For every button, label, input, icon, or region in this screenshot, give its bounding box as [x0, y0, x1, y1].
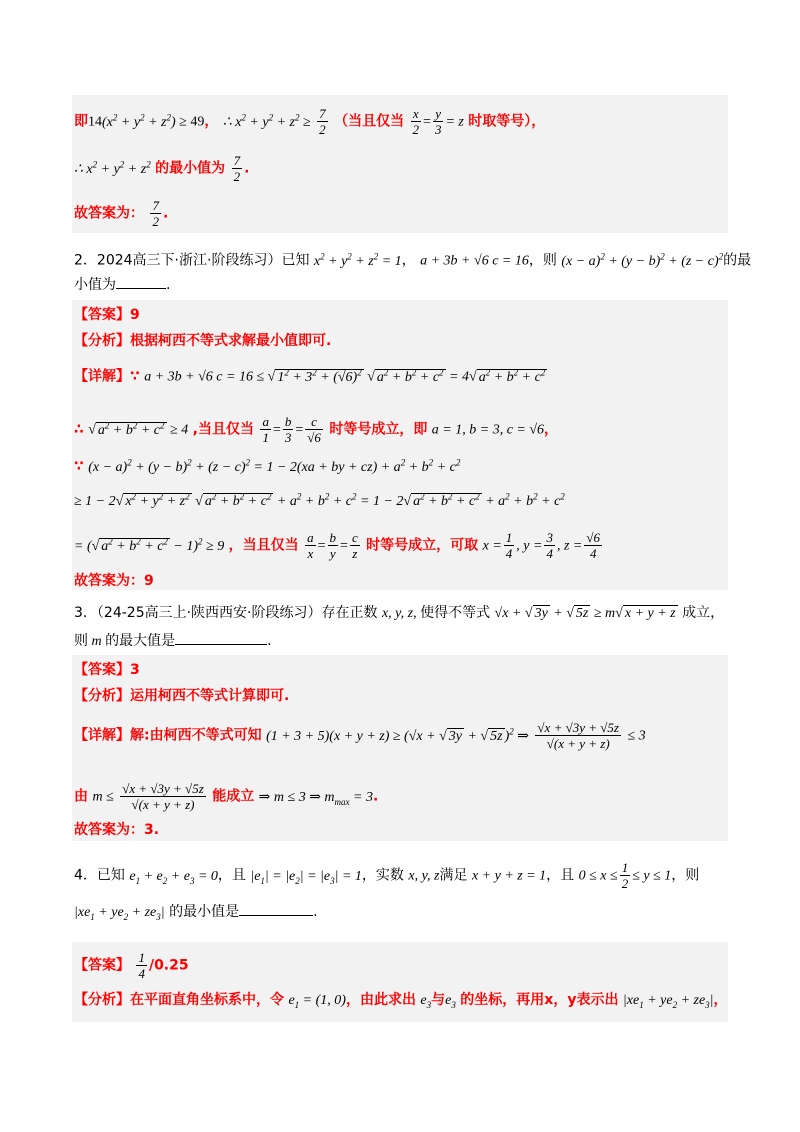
q4-answer: 【答案】 $\frac{1}{4}$ /0.25 — [74, 950, 189, 981]
q2-stem-2: 小值为 . — [74, 277, 171, 293]
q3-answer: 【答案】3 — [74, 662, 140, 678]
q4-analysis: 【分析】在平面直角坐标系中，令 $e_1 = (1$, 0)，由此求出 $e_3$与$e_3$ 的坐标，再用x，y表示出 $|xe_1 + ye_2 + ze_3|$， — [74, 992, 728, 1010]
q2-detail-1: 【详解】∵ a + 3b + √6 c = 16 ≤ √ $1^2 + 3^2 + (√6)^2$ √ $a^2 + b^2 + c^2 = 4√$ $a^2 + b^2 + c^2$ — [74, 367, 546, 385]
q2-detail-4: ≥ 1 − 2√ $x^2 + y^2 + z^2$ √ $a^2 + b^2 + c^2 + a^2 + b^2 + c^2 = 1 - 2√$ $a^2 + b^2 + c^2 + a^2 + b^2 + c^2$ — [74, 491, 565, 509]
prev-line-1: 即$14(x^2 + y^2 + z^2) \ge 49$， ∴ $x^2 + y^2 + z^2$ ≥ $\frac{7}{2}$ （当且仅当 $\frac{x}{2}$ = $\frac{y}{3}$ = z 时取等号）， — [74, 106, 546, 137]
prev-answer: 故答案为： $\frac{7}{2}$ . — [74, 198, 169, 229]
q4-stem-2: $|xe_1 + ye_2 + ze_3|$ 的最小值是 . — [74, 904, 318, 922]
q3-detail-1: 【详解】解:由柯西不等式可知 (1 + 3 + 5)(x + y + z) ≥ (√x + √ 3y + √ 5z )$^2$ ⇒ $\frac{√x + √3y + √5z}{√(x + y + z)}$ ≤ 3 — [74, 720, 646, 751]
q3-analysis: 【分析】运用柯西不等式计算即可. — [74, 688, 290, 704]
q2-detail-2: ∴ √ $a^2 + b^2 + c^2 \ge 4$ ,当且仅当 $\frac{a}{1}$ = $\frac{b}{3}$ = $\frac{c}{√6}$ 时等号成立，即 a = 1, b = 3, c = √6， — [74, 414, 559, 445]
q3-stem-2: 则 m 的最大值是 . — [74, 633, 272, 649]
q2-final: 故答案为：9 — [74, 573, 154, 589]
q2-detail-5: = (√ $a^2 + b^2 + c^2 - 1)^2 \ge 9$ ，当且仅当 $\frac{a}{x}$ = $\frac{b}{y}$ = $\frac{c}{z}$ 时等号成立，可取 x = $\frac{1}{4}$ , y = $\frac{3}{4}$ , z = $\frac{√6}{4}$ — [74, 530, 601, 561]
q3-final: 故答案为：3. — [74, 822, 160, 838]
prev-line-2: ∴ $x^2 + y^2 + z^2$ 的最小值为 $\frac{7}{2}$ . — [74, 153, 250, 184]
q2-answer: 【答案】9 — [74, 307, 140, 323]
q4-stem-1: 4．已知 $e_1 + e_2 + e_3 = 0$，且 $|e_1| = |e_2| = |e_3| = 1$，实数 x, y, z满足 x + y + z = 1，且 0 ≤ x ≤ $\frac{1}{2}$ ≤ y ≤ 1，则 — [74, 860, 700, 891]
q2-analysis: 【分析】根据柯西不等式求解最小值即可. — [74, 333, 332, 349]
q2-detail-3: ∵ $(x - a)^2 + (y - b)^2 + (z - c)^2 = 1 - 2(xa$ + by + $cz) + a^2 + b^2 + c^2$ — [74, 457, 461, 475]
q3-detail-2: 由 m ≤ $\frac{√x + √3y + √5z}{√(x + y + z)}$ 能成立 ⇒ m ≤ 3 ⇒ $m_{max} = 3$. — [74, 781, 379, 812]
q3-stem-1: 3．（24-25高三上·陕西西安·阶段练习）存在正数 x, y, z, 使得不等式 √x + √ 3y + √ 5z ≥ m√ x + y + z 成立， — [74, 605, 725, 621]
q2-stem-1: 2．2024高三下·浙江·阶段练习）已知 $x^2 + y^2 + z^2 = 1$， a + 3b + √6 c = 16，则 $(x - a)^2 + (y - b)^2 + (z - c)^2$的最 — [74, 251, 752, 269]
